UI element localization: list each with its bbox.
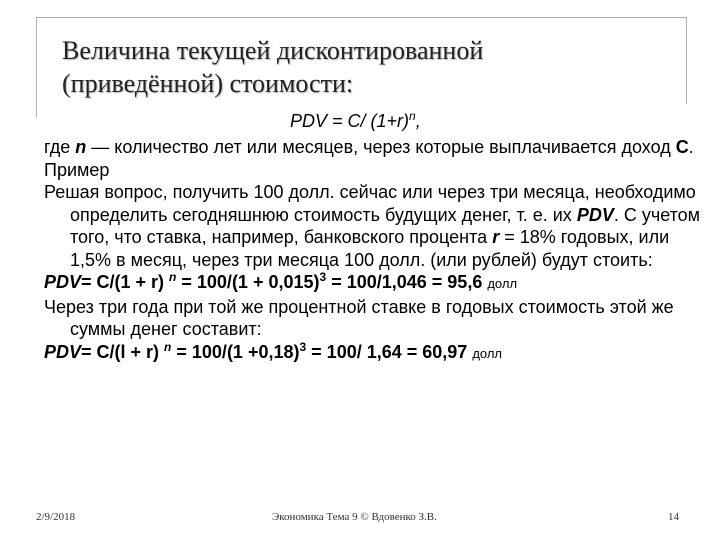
slide-body bbox=[44, 136, 704, 365]
slide-title bbox=[62, 34, 662, 100]
calc2-n: n bbox=[164, 339, 172, 354]
calc1-n: n bbox=[169, 270, 177, 284]
example-r: r bbox=[492, 227, 500, 247]
formula-lhs: PDV = C/ (1+r) bbox=[290, 111, 410, 131]
years-paragraph: Через три года при той же процентной ставке в годовых стоимость этой же суммы денег составит: bbox=[44, 296, 674, 339]
calculation-1 bbox=[44, 271, 704, 296]
definition-pre: где bbox=[44, 137, 76, 157]
definition-mid: — количество лет или месяцев, через которые выплачивается доход bbox=[86, 137, 676, 157]
footer-center: Экономика Тема 9 © Вдовенко З.В. bbox=[272, 511, 437, 523]
example-part-3: = 18% годовых, или 1,5% в месяц, через три месяца 100 долл. (или рублей) будут стоить: bbox=[70, 227, 670, 270]
calc1-pdv: PDV bbox=[44, 272, 82, 292]
title-line-1: Величина текущей дисконтированной bbox=[62, 36, 484, 65]
main-formula bbox=[290, 110, 421, 132]
definition-end: . bbox=[688, 137, 694, 157]
calc2-pdv: PDV bbox=[44, 341, 82, 362]
calc2-c: = 100/ 1,64 = 60,97 bbox=[306, 341, 473, 362]
title-frame-left bbox=[36, 17, 37, 117]
calc1-b: = 100/(1 + 0,015) bbox=[176, 272, 320, 292]
footer-page-number: 14 bbox=[668, 511, 679, 523]
calc1-unit: долл bbox=[487, 276, 518, 291]
example-part-1: Решая вопрос, получить 100 долл. сейчас или через три месяца, необходимо определить сегодняшнюю стоимость будущих денег, т. е. их bbox=[44, 182, 696, 225]
formula-tail: , bbox=[415, 111, 421, 131]
calc2-a: = C/(l + r) bbox=[81, 341, 165, 362]
example-label: Пример bbox=[44, 159, 110, 180]
calc1-c: = 100/1,046 = 95,6 bbox=[326, 272, 488, 292]
definition-paragraph bbox=[44, 136, 704, 159]
calc2-unit: долл bbox=[472, 345, 503, 361]
example-pdv: PDV bbox=[576, 204, 614, 225]
definition-var-c: С bbox=[675, 137, 689, 157]
definition-var-n: n bbox=[75, 137, 87, 157]
footer-date: 2/9/2018 bbox=[36, 511, 76, 523]
calculation-2 bbox=[44, 341, 704, 366]
formula-exponent: n bbox=[409, 109, 416, 123]
calc1-exp: 3 bbox=[319, 270, 327, 284]
example-part-2: . С учетом того, что ставка, например, банковского процента bbox=[70, 204, 701, 247]
calc2-b: = 100/(1 +0,18) bbox=[171, 341, 300, 362]
calc1-a: = C/(1 + r) bbox=[81, 272, 170, 292]
calc2-exp: 3 bbox=[299, 339, 307, 354]
example-paragraph bbox=[44, 181, 704, 271]
title-line-2: (приведённой) стоимости: bbox=[62, 69, 354, 98]
